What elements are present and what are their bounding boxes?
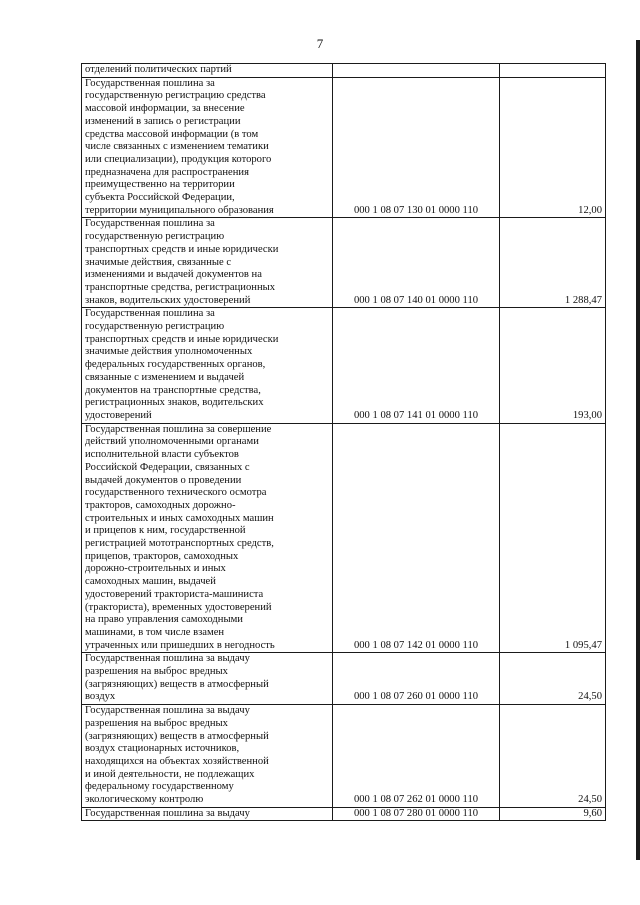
table-row bbox=[82, 77, 606, 218]
amount-cell: 24,50 bbox=[500, 705, 606, 808]
budget-code-cell: 000 1 08 07 260 01 0000 110 bbox=[333, 653, 500, 705]
budget-code-cell: 000 1 08 07 262 01 0000 110 bbox=[333, 705, 500, 808]
table-row bbox=[82, 653, 606, 705]
revenue-name: Государственная пошлина за государственную регистрацию транспортных средств и иные юридически значимые действия уполномоченных федеральных государственных органов, связанные с изменением и выдачей документов на транспортные средства, регистрационных знаков, водительских удостоверений bbox=[85, 308, 279, 421]
revenue-name-cell bbox=[82, 653, 333, 705]
revenue-name: Государственная пошлина за выдачу разрешения на выброс вредных (загрязняющих) веществ в атмосферный воздух bbox=[85, 653, 269, 703]
budget-code-cell: 000 1 08 07 130 01 0000 110 bbox=[333, 77, 500, 218]
revenue-name: Государственная пошлина за совершение действий уполномоченными органами исполнительной власти субъектов Российской Федерации, связанных с выдачей документов о проведении государственного технического осмотра тракторов, самоходных дорожно- строительных и иных самоходных машин и прицепов к ним, государственной регистрацией мототранспортных средств, прицепов, тракторов, самоходных дорожно-строительных и иных самоходных машин, выдачей удостоверений тракториста-машиниста (тракториста), временных удостоверений на право управления самоходными машинами, в том числе взамен утраченных или пришедших в негодность bbox=[85, 423, 275, 651]
revenue-name-cell bbox=[82, 423, 333, 653]
budget-code-cell: 000 1 08 07 280 01 0000 110 bbox=[333, 807, 500, 821]
amount-cell: 1 288,47 bbox=[500, 218, 606, 308]
revenue-name: Государственная пошлина за выдачу bbox=[85, 807, 250, 819]
amount-cell bbox=[500, 64, 606, 78]
revenue-name-cell bbox=[82, 705, 333, 808]
amount-cell: 12,00 bbox=[500, 77, 606, 218]
budget-revenue-table bbox=[81, 63, 606, 821]
amount-cell: 1 095,47 bbox=[500, 423, 606, 653]
revenue-name-cell bbox=[82, 64, 333, 78]
table-row bbox=[82, 64, 606, 78]
page-edge-shadow bbox=[636, 40, 640, 860]
table-row bbox=[82, 308, 606, 423]
revenue-name: Государственная пошлина за выдачу разрешения на выброс вредных (загрязняющих) веществ в атмосферный воздух стационарных источников, находящихся на объектах хозяйственной и иной деятельности, не подлежащих федеральному государственному экологическому контролю bbox=[85, 705, 269, 806]
revenue-name: Государственная пошлина за государственную регистрацию средства массовой информации, за внесение изменений в запись о регистрации средства массовой информации (в том числе связанных с изменением тематики или специализации), продукция которого предназначена для распространения преимущественно на территории субъекта Российской Федерации, территории муниципального образования bbox=[85, 77, 274, 216]
amount-cell: 9,60 bbox=[500, 807, 606, 821]
revenue-name: Государственная пошлина за государственную регистрацию транспортных средств и иные юридически значимые действия, связанные с изменениями и выдачей документов на транспортные средства, регистрационных знаков, водительских удостоверений bbox=[85, 218, 279, 306]
revenue-name: отделений политических партий bbox=[85, 64, 232, 75]
revenue-name-cell bbox=[82, 218, 333, 308]
table-row bbox=[82, 705, 606, 808]
table-row bbox=[82, 218, 606, 308]
amount-cell: 24,50 bbox=[500, 653, 606, 705]
revenue-name-cell bbox=[82, 308, 333, 423]
page-number: 7 bbox=[316, 36, 324, 51]
budget-code-cell: 000 1 08 07 140 01 0000 110 bbox=[333, 218, 500, 308]
amount-cell: 193,00 bbox=[500, 308, 606, 423]
budget-code-cell: 000 1 08 07 142 01 0000 110 bbox=[333, 423, 500, 653]
budget-code-cell: 000 1 08 07 141 01 0000 110 bbox=[333, 308, 500, 423]
table-row bbox=[82, 423, 606, 653]
revenue-name-cell bbox=[82, 77, 333, 218]
table-row bbox=[82, 807, 606, 821]
budget-code-cell bbox=[333, 64, 500, 78]
revenue-name-cell bbox=[82, 807, 333, 821]
